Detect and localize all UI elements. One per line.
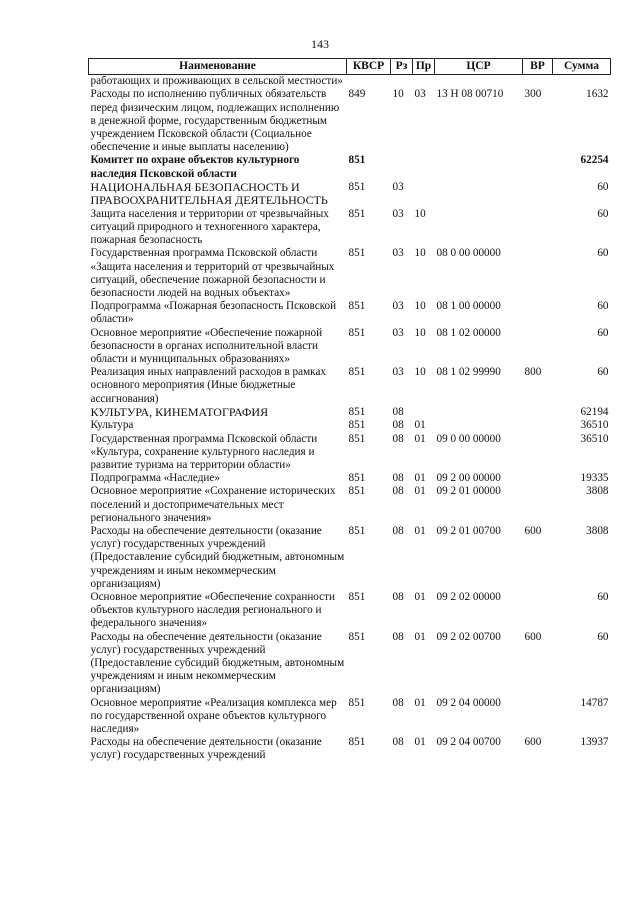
cell-rz: [391, 75, 413, 89]
cell-kvsr: 851: [348, 630, 366, 643]
cell-kvsr: 851: [348, 591, 366, 604]
col-header-pr: Пр: [413, 59, 435, 75]
cell-kvsr: 851: [348, 180, 366, 193]
cell-csr: 09 2 02 00000: [436, 591, 501, 604]
cell-sum: 60: [597, 180, 609, 193]
cell-csr: 09 2 00 00000: [436, 472, 501, 485]
cell-vr: [523, 419, 553, 432]
cell-vr: 800: [524, 366, 542, 379]
cell-name: Расходы по исполнению публичных обязательств перед физическим лицом, подлежащих исполнению в денежной форме, государственным бюджетным учреждением Псковской области (Социальное обеспечение и иные выплаты населению): [90, 88, 340, 154]
col-header-vr: ВР: [523, 59, 553, 75]
cell-csr: 09 2 01 00000: [436, 485, 501, 498]
cell-rz: 10: [392, 88, 404, 101]
cell-vr: 600: [524, 736, 542, 749]
cell-kvsr: 851: [348, 696, 366, 709]
cell-vr: [523, 433, 553, 473]
cell-rz: 03: [392, 180, 404, 193]
col-header-csr: ЦСР: [435, 59, 523, 75]
cell-name: Подпрограмма «Пожарная безопасность Псковской области»: [90, 300, 337, 326]
cell-vr: [523, 181, 553, 208]
cell-sum: [553, 75, 611, 89]
cell-csr: 09 2 02 00700: [436, 630, 501, 643]
table-row: [89, 181, 611, 208]
cell-rz: 08: [392, 525, 404, 537]
col-header-kvsr: КВСР: [347, 59, 391, 75]
col-header-sum: Сумма: [553, 59, 611, 75]
cell-sum: 14787: [580, 696, 609, 709]
cell-kvsr: 851: [348, 405, 366, 418]
cell-vr: [523, 208, 553, 248]
cell-csr: [435, 419, 523, 432]
cell-kvsr: 851: [348, 300, 366, 313]
cell-sum: 60: [597, 630, 609, 643]
table-row: [89, 247, 611, 300]
table-row: [89, 433, 611, 473]
cell-rz: 08: [392, 630, 404, 643]
cell-name: Государственная программа Псковской области «Защита населения и территорий от чрезвычайных ситуаций, обеспечение пожарной безопасности и безопасности людей на водных объектах»: [90, 247, 335, 300]
cell-csr: 09 2 04 00000: [436, 696, 501, 709]
table-row: [89, 525, 611, 591]
cell-sum: 3808: [586, 525, 609, 537]
cell-pr: [413, 75, 435, 89]
cell-pr: 03: [414, 88, 426, 101]
cell-sum: 36510: [580, 419, 609, 432]
cell-csr: [435, 406, 523, 420]
table-row: [89, 300, 611, 326]
table-row: [89, 88, 611, 154]
cell-name: КУЛЬТУРА, КИНЕМАТОГРАФИЯ: [90, 404, 269, 419]
header-row: [89, 59, 611, 75]
cell-pr: [413, 181, 435, 208]
cell-kvsr: 851: [348, 485, 366, 498]
cell-sum: 36510: [580, 432, 609, 445]
cell-name: Реализация иных направлений расходов в рамках основного мероприятия (Иные бюджетные ассигнования): [90, 366, 327, 405]
cell-kvsr: 851: [348, 432, 366, 445]
cell-vr: [523, 406, 553, 420]
cell-pr: 01: [414, 485, 426, 498]
cell-csr: [435, 75, 523, 89]
col-header-rz: Рз: [391, 59, 413, 75]
cell-rz: 08: [392, 419, 404, 432]
cell-pr: 10: [414, 300, 426, 313]
cell-pr: 01: [414, 630, 426, 643]
table-row: [89, 154, 611, 180]
cell-rz: 08: [392, 485, 404, 498]
cell-csr: 09 0 00 00000: [436, 432, 501, 445]
cell-kvsr: 851: [348, 247, 366, 260]
cell-vr: 300: [524, 88, 542, 101]
cell-rz: [391, 154, 413, 180]
cell-rz: 03: [392, 247, 404, 260]
cell-name: Государственная программа Псковской области «Культура, сохранение культурного наследия и развитие туризма на территории области»: [90, 432, 318, 471]
cell-sum: 60: [597, 366, 609, 379]
cell-name: Основное мероприятие «Обеспечение пожарной безопасности в органах исполнительной власти области и муниципальных образованиях»: [90, 326, 323, 366]
cell-kvsr: 851: [348, 472, 366, 485]
cell-kvsr: 851: [348, 525, 366, 537]
cell-name: Расходы на обеспечение деятельности (оказание услуг) государственных учреждений: [90, 736, 322, 762]
cell-rz: 08: [392, 472, 404, 485]
cell-vr: [523, 591, 553, 631]
cell-csr: [435, 181, 523, 208]
cell-rz: 08: [392, 405, 404, 418]
page-number: 143: [311, 37, 329, 51]
table-row: [89, 419, 611, 432]
table-row: [89, 366, 611, 406]
table-row: [89, 472, 611, 485]
cell-vr: 600: [524, 630, 542, 643]
cell-name: работающих и проживающих в сельской местности»: [90, 75, 343, 88]
cell-rz: 08: [392, 696, 404, 709]
cell-pr: 10: [414, 326, 426, 339]
cell-rz: 03: [392, 326, 404, 339]
cell-sum: 3808: [586, 485, 609, 498]
cell-pr: 01: [414, 591, 426, 604]
cell-kvsr: 851: [348, 326, 366, 339]
cell-name: Расходы на обеспечение деятельности (оказание услуг) государственных учреждений (Предоставление субсидий бюджетным, автономным учреждениям и иным некоммерческим организациям): [90, 525, 345, 590]
cell-kvsr: 849: [348, 88, 366, 101]
cell-rz: 03: [392, 300, 404, 313]
cell-kvsr: [347, 75, 391, 89]
cell-pr: 10: [414, 366, 426, 379]
col-header-name: Наименование: [89, 59, 347, 75]
cell-vr: [523, 697, 553, 737]
cell-sum: 60: [597, 300, 609, 313]
cell-kvsr: 851: [348, 366, 366, 379]
cell-pr: [413, 154, 435, 180]
cell-csr: 08 1 00 00000: [436, 300, 501, 313]
cell-pr: [413, 406, 435, 420]
cell-vr: [523, 247, 553, 300]
cell-sum: 62194: [580, 405, 609, 418]
cell-sum: 13937: [580, 736, 609, 749]
cell-csr: 09 2 04 00700: [436, 736, 501, 749]
cell-sum: 60: [597, 326, 609, 339]
cell-csr: 08 1 02 00000: [436, 326, 501, 339]
cell-kvsr: 851: [348, 419, 366, 432]
cell-rz: 08: [392, 432, 404, 445]
cell-rz: 08: [392, 736, 404, 749]
cell-name: НАЦИОНАЛЬНАЯ БЕЗОПАСНОСТЬ И ПРАВООХРАНИТЕЛЬНАЯ ДЕЯТЕЛЬНОСТЬ: [90, 179, 328, 208]
table-row: [89, 406, 611, 420]
cell-kvsr: 851: [348, 736, 366, 749]
cell-vr: [523, 485, 553, 525]
cell-pr: 01: [414, 736, 426, 749]
cell-pr: 01: [414, 432, 426, 445]
cell-vr: [523, 327, 553, 367]
cell-kvsr: 851: [348, 207, 366, 220]
cell-csr: 08 1 02 99990: [436, 366, 501, 379]
cell-csr: 13 Н 08 00710: [436, 88, 504, 101]
cell-csr: 09 2 01 00700: [436, 525, 501, 537]
cell-kvsr: 851: [348, 154, 366, 167]
table-row: [89, 75, 611, 89]
cell-sum: 19335: [580, 472, 609, 485]
cell-sum: 62254: [580, 154, 609, 167]
cell-vr: [523, 300, 553, 326]
cell-rz: 03: [392, 207, 404, 220]
table-row: [89, 591, 611, 631]
cell-sum: 60: [597, 247, 609, 260]
cell-pr: 10: [414, 207, 426, 220]
cell-name: Комитет по охране объектов культурного наследия Псковской области: [90, 154, 300, 180]
cell-sum: 1632: [586, 88, 609, 101]
cell-name: Культура: [90, 419, 134, 432]
cell-rz: 08: [392, 591, 404, 604]
cell-pr: 01: [414, 525, 426, 537]
budget-table: [88, 58, 611, 763]
cell-pr: 01: [414, 696, 426, 709]
cell-vr: [523, 154, 553, 180]
cell-sum: 60: [597, 591, 609, 604]
cell-name: Защита населения и территории от чрезвычайных ситуаций природного и техногенного характера, пожарная безопасность: [90, 207, 329, 247]
cell-pr: 01: [414, 419, 426, 432]
table-row: [89, 697, 611, 737]
table-row: [89, 485, 611, 525]
cell-name: Основное мероприятие «Обеспечение сохранности объектов культурного наследия регионального и федерального значения»: [90, 591, 336, 630]
table-row: [89, 327, 611, 367]
cell-name: Основное мероприятие «Реализация комплекса мер по государственной охране объектов культурного наследия»: [90, 696, 337, 736]
cell-pr: 01: [414, 472, 426, 485]
cell-name: Основное мероприятие «Сохранение исторических поселений и достопримечательных мест регионального значения»: [90, 485, 336, 524]
table-row: [89, 631, 611, 697]
cell-rz: 03: [392, 366, 404, 379]
cell-csr: 08 0 00 00000: [436, 247, 501, 260]
cell-name: Подпрограмма «Наследие»: [90, 472, 220, 485]
cell-sum: 60: [597, 207, 609, 220]
cell-name: Расходы на обеспечение деятельности (оказание услуг) государственных учреждений (Предоставление субсидий бюджетным, автономным учреждениям и иным некоммерческим организациям): [90, 630, 345, 696]
cell-pr: 10: [414, 247, 426, 260]
cell-vr: [523, 472, 553, 485]
cell-csr: [435, 154, 523, 180]
cell-vr: [523, 75, 553, 89]
cell-vr: 600: [524, 525, 542, 537]
table-row: [89, 736, 611, 762]
table-row: [89, 208, 611, 248]
cell-csr: [435, 208, 523, 248]
